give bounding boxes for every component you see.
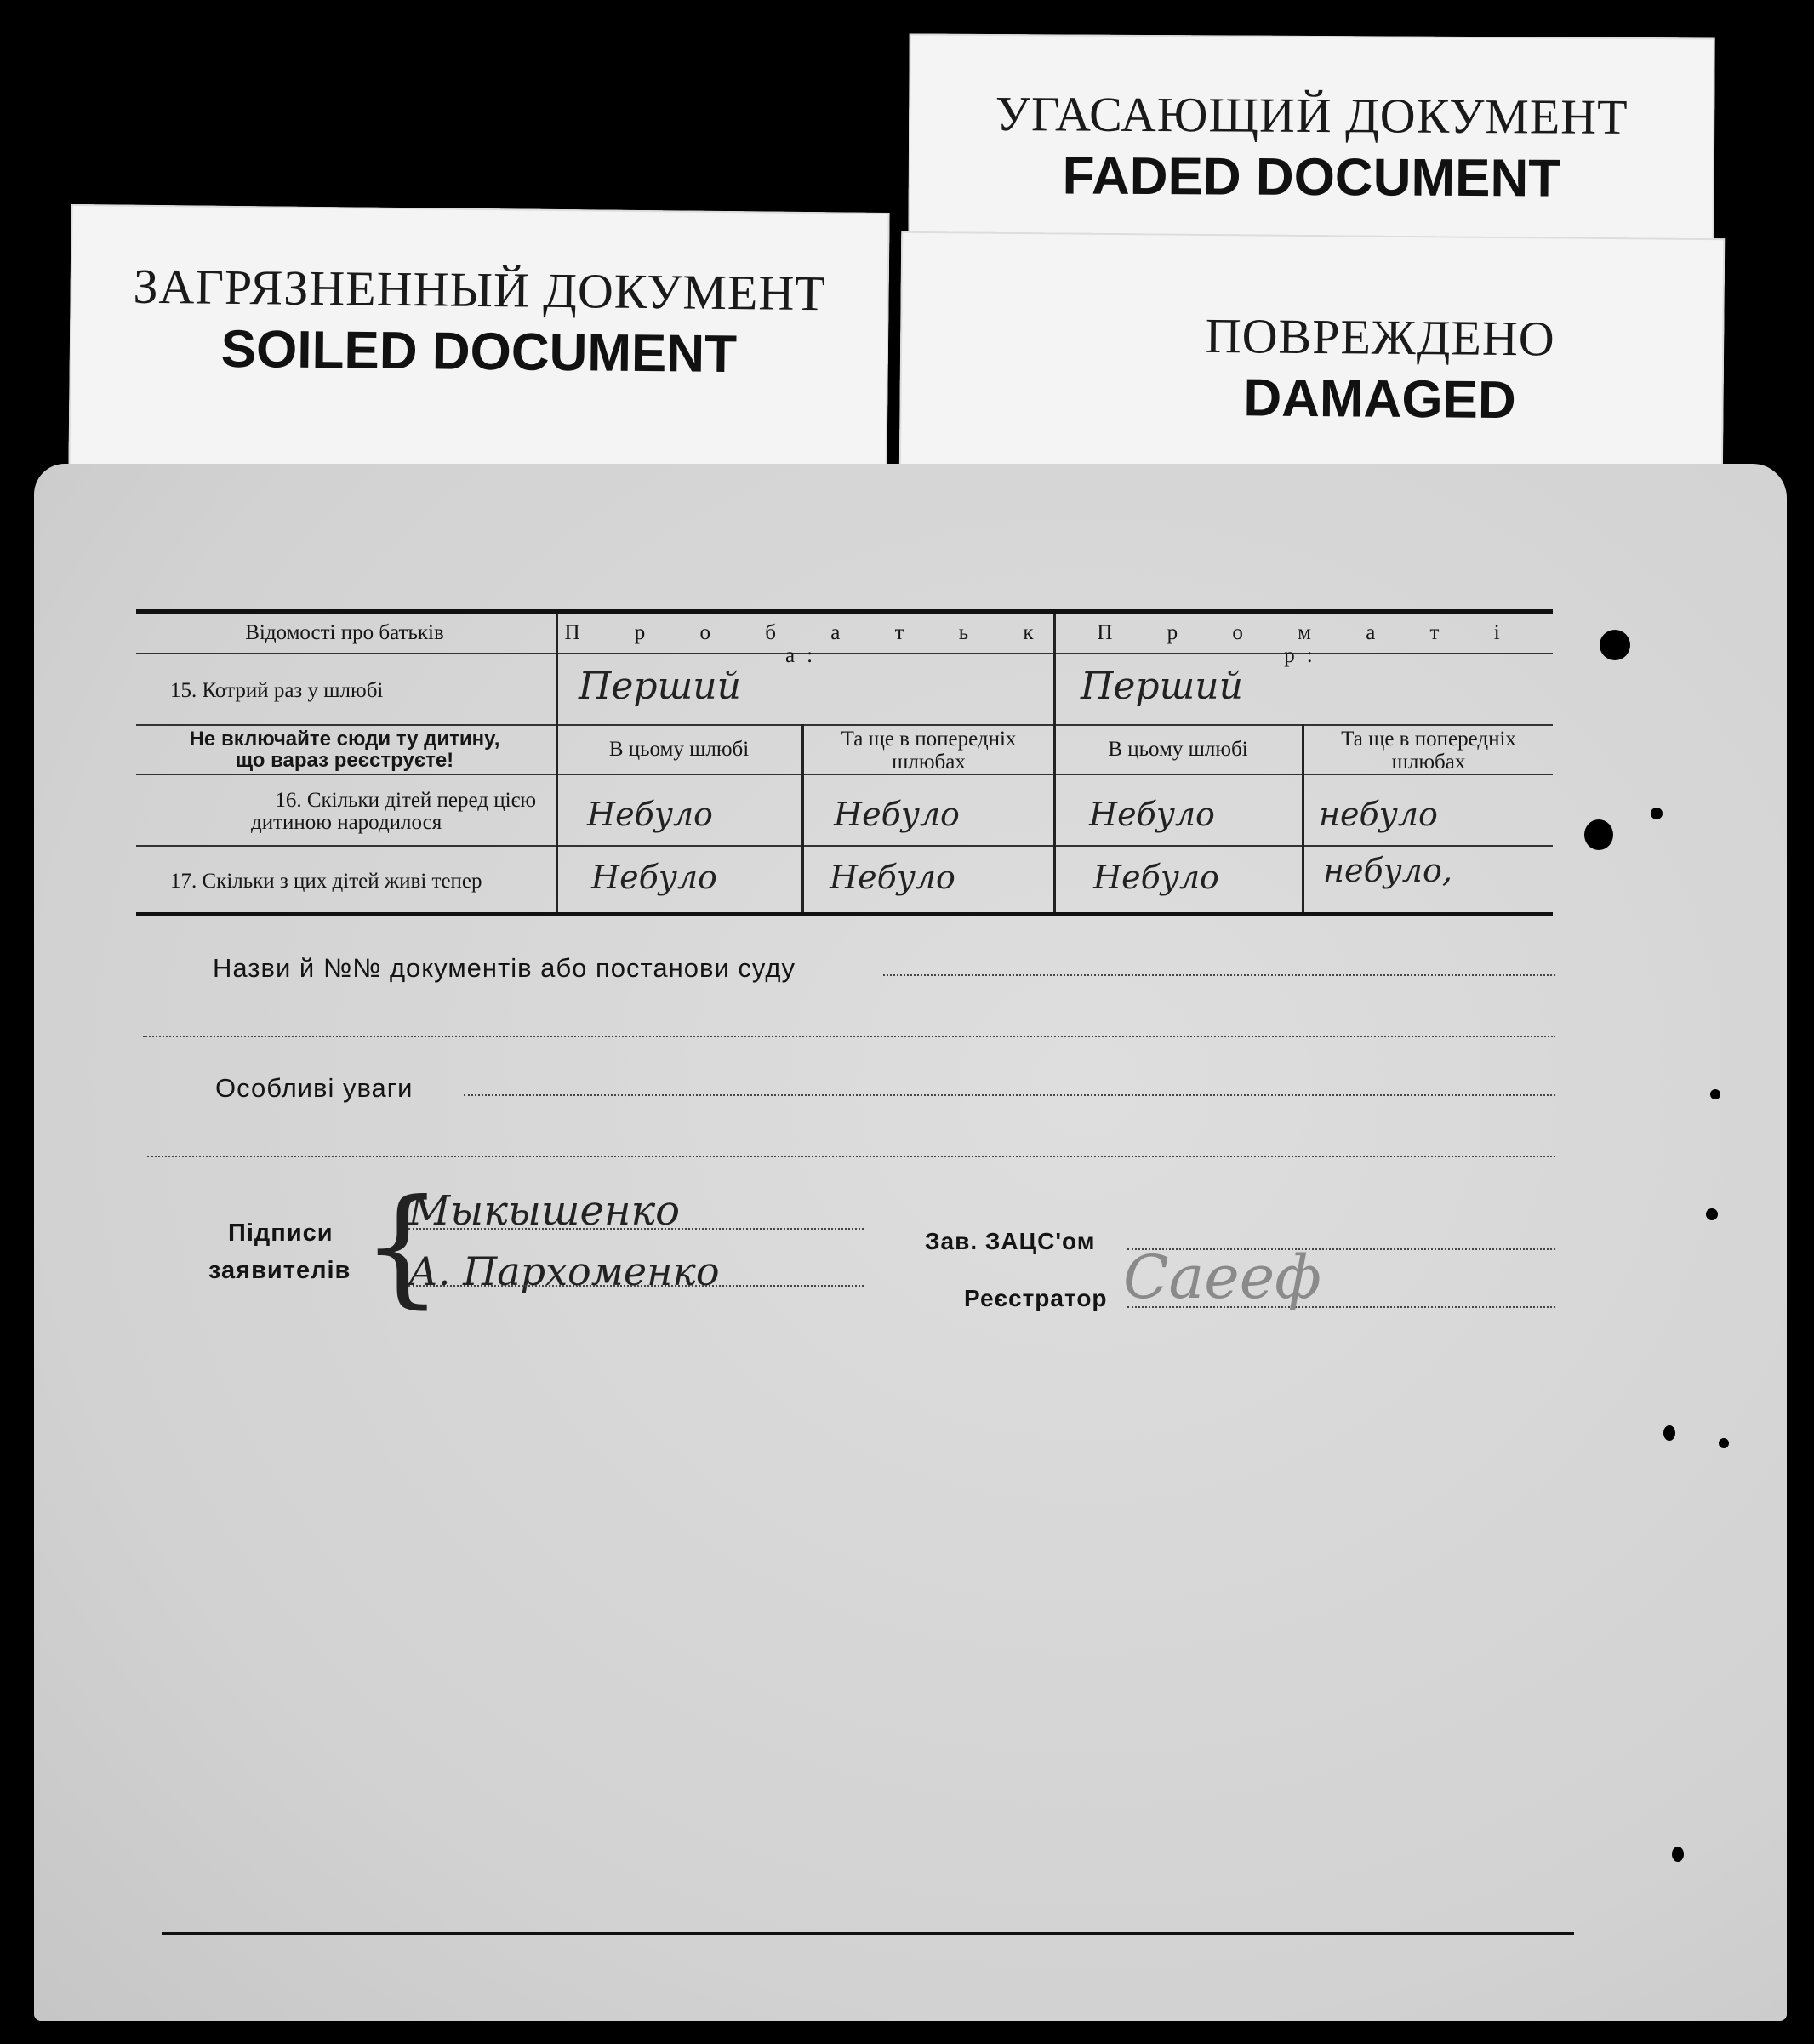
punch-mark — [1719, 1438, 1729, 1448]
damaged-document-label — [899, 231, 1725, 485]
documents-label: Назви й №№ документів або постанови суду — [213, 953, 796, 983]
documents-line-2 — [143, 1036, 1555, 1037]
remarks-label: Особливі уваги — [215, 1073, 414, 1103]
table-line — [136, 724, 1553, 726]
head-label: Зав. ЗАЦС'ом — [925, 1228, 1096, 1254]
punch-hole — [1584, 819, 1613, 850]
signature-1-line — [408, 1228, 864, 1230]
faded-label-en: FADED DOCUMENT — [1062, 146, 1561, 208]
header-mother: П р о м а т і р: — [1097, 621, 1512, 667]
remarks-line-2 — [147, 1156, 1555, 1157]
sub-previous-mother: Та ще в попередніх шлюбах — [1341, 728, 1516, 774]
soiled-label-en: SOILED DOCUMENT — [220, 319, 738, 385]
row17-label: 17. Скільки з цих дітей живі тепер — [170, 870, 482, 893]
punch-mark — [1651, 808, 1663, 819]
row16-label-1: 16. Скільки дітей перед цією — [275, 789, 536, 812]
punch-hole — [1600, 630, 1630, 660]
row16-value-mother-prev: небуло — [1319, 796, 1438, 833]
sub-this-marriage-mother: В цьому шлюбі — [1108, 738, 1248, 761]
damaged-label-en: DAMAGED — [1243, 368, 1517, 431]
signatures-brace: { — [362, 1173, 443, 1321]
header-parents: Відомості про батьків — [245, 621, 444, 644]
signatures-label-1: Підписи — [228, 1219, 334, 1247]
punch-mark — [1672, 1847, 1684, 1862]
header-father: П р о б а т ь к а: — [564, 621, 1046, 667]
signature-1: Мыкышенко — [408, 1187, 681, 1235]
note-line-2: що вараз реєструєте! — [235, 749, 454, 772]
table-line — [136, 845, 1553, 847]
row15-mother-value: Перший — [1081, 665, 1243, 708]
soiled-document-label — [68, 204, 889, 481]
punch-mark — [1710, 1089, 1720, 1099]
table-top-rule — [136, 609, 1553, 614]
row16-value-father-this: Небуло — [587, 796, 713, 833]
soiled-label-ru: ЗАГРЯЗНЕННЫЙ ДОКУМЕНТ — [133, 258, 827, 322]
punch-mark — [1706, 1208, 1718, 1220]
damaged-label-ru: ПОВРЕЖДЕНО — [1205, 307, 1555, 367]
row17-value-mother-prev: небуло, — [1323, 852, 1452, 889]
row16-label-2: дитиною народилося — [251, 811, 442, 834]
row17-value-father-prev: Небуло — [830, 859, 955, 896]
remarks-line — [464, 1094, 1555, 1096]
table-bottom-rule — [136, 912, 1553, 916]
row16-value-father-prev: Небуло — [834, 796, 960, 833]
row15-father-value: Перший — [579, 665, 741, 708]
table-line — [136, 774, 1553, 775]
row15-label: 15. Котрий раз у шлюбі — [170, 679, 384, 702]
faded-label-ru: УГАСАЮЩИЙ ДОКУМЕНТ — [995, 86, 1629, 145]
note-line-1: Не включайте сюди ту дитину, — [189, 728, 500, 751]
sub-previous-father: Та ще в попередніх шлюбах — [841, 728, 1017, 774]
registrar-signature: Саееф — [1123, 1242, 1321, 1312]
sub-this-marriage-father: В цьому шлюбі — [608, 738, 750, 761]
signature-2-line — [408, 1285, 864, 1287]
signature-2: А. Пархоменко — [408, 1248, 720, 1294]
record-sheet — [34, 464, 1787, 2021]
documents-line — [883, 974, 1555, 976]
punch-mark — [1663, 1425, 1675, 1441]
row17-value-father-this: Небуло — [591, 859, 717, 896]
row16-value-mother-this: Небуло — [1089, 796, 1215, 833]
signatures-label-2: заявителів — [208, 1257, 351, 1284]
bottom-rule — [162, 1932, 1574, 1935]
registrar-label: Реєстратор — [964, 1285, 1108, 1311]
row17-value-mother-this: Небуло — [1093, 859, 1219, 896]
